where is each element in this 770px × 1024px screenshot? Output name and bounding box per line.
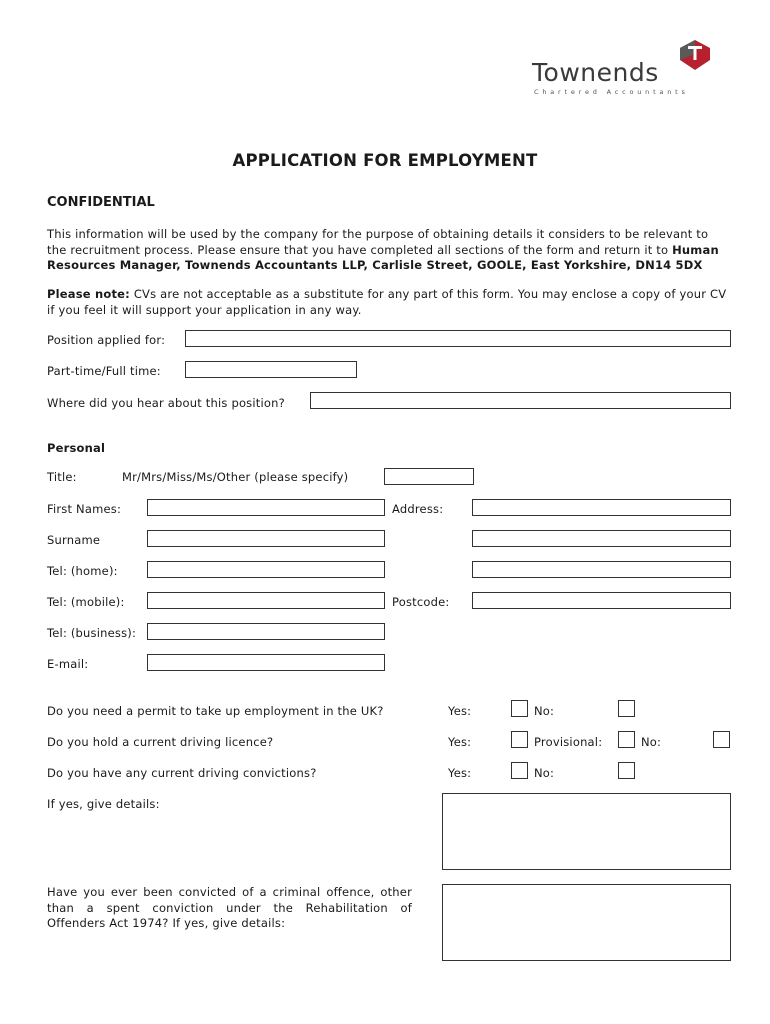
driving-details-textarea[interactable] <box>442 793 731 870</box>
tel-home-input[interactable] <box>147 561 385 578</box>
intro-text: This information will be used by the company for the purpose of obtaining details it considers to be relevant to the recruitment process. Please ensure that you have completed all sections of the form and return it to <box>47 227 709 257</box>
personal-heading: Personal <box>47 441 106 455</box>
note-paragraph <box>47 287 727 318</box>
address-input-line-2[interactable] <box>472 530 731 547</box>
tel-business-label: Tel: (business): <box>47 626 137 640</box>
position-input[interactable] <box>185 330 731 347</box>
note-label: Please note: <box>47 287 130 301</box>
title-input[interactable] <box>384 468 474 485</box>
company-logo <box>530 40 720 100</box>
licence-no-checkbox[interactable] <box>713 731 730 748</box>
address-label: Address: <box>392 502 444 516</box>
position-label: Position applied for: <box>47 333 166 347</box>
title-options: Mr/Mrs/Miss/Ms/Other (please specify) <box>122 470 349 484</box>
surname-label: Surname <box>47 533 101 547</box>
logo-wordmark: Townends <box>532 58 659 87</box>
convictions-no-checkbox[interactable] <box>618 762 635 779</box>
tel-mobile-input[interactable] <box>147 592 385 609</box>
address-input-line-1[interactable] <box>472 499 731 516</box>
surname-input[interactable] <box>147 530 385 547</box>
tel-home-label: Tel: (home): <box>47 564 118 578</box>
licence-no-label: No: <box>641 735 662 749</box>
hear-label: Where did you hear about this position? <box>47 396 285 410</box>
logo-tagline: Chartered Accountants <box>534 88 689 96</box>
licence-yes-label: Yes: <box>448 735 472 749</box>
licence-yes-checkbox[interactable] <box>511 731 528 748</box>
details-label: If yes, give details: <box>47 797 160 811</box>
email-input[interactable] <box>147 654 385 671</box>
first-names-input[interactable] <box>147 499 385 516</box>
convictions-question: Do you have any current driving convictions? <box>47 766 317 780</box>
convictions-no-label: No: <box>534 766 555 780</box>
hr-address: Human Resources Manager, Townends Accountants LLP, Carlisle Street, GOOLE, East Yorkshire, DN14 5DX <box>47 242 719 272</box>
note-text: CVs are not acceptable as a substitute for any part of this form. You may enclose a copy of your CV if you feel it will support your application in any way. <box>47 287 727 317</box>
intro-paragraph <box>47 227 727 274</box>
criminal-question: Have you ever been convicted of a criminal offence, other than a spent conviction under the Rehabilitation of Offenders Act 1974? If yes, give details: <box>47 885 412 930</box>
licence-question: Do you hold a current driving licence? <box>47 735 274 749</box>
parttime-label: Part-time/Full time: <box>47 364 161 378</box>
permit-yes-checkbox[interactable] <box>511 700 528 717</box>
permit-no-checkbox[interactable] <box>618 700 635 717</box>
tel-business-input[interactable] <box>147 623 385 640</box>
criminal-details-textarea[interactable] <box>442 884 731 961</box>
hear-input[interactable] <box>310 392 731 409</box>
postcode-input[interactable] <box>472 592 731 609</box>
permit-no-label: No: <box>534 704 555 718</box>
first-names-label: First Names: <box>47 502 122 516</box>
logo-mark-icon <box>676 40 714 72</box>
permit-yes-label: Yes: <box>448 704 472 718</box>
page-title: APPLICATION FOR EMPLOYMENT <box>232 151 538 170</box>
parttime-input[interactable] <box>185 361 357 378</box>
permit-question: Do you need a permit to take up employment in the UK? <box>47 704 384 718</box>
convictions-yes-label: Yes: <box>448 766 472 780</box>
title-label: Title: <box>47 470 77 484</box>
convictions-yes-checkbox[interactable] <box>511 762 528 779</box>
licence-provisional-label: Provisional: <box>534 735 603 749</box>
tel-mobile-label: Tel: (mobile): <box>47 595 125 609</box>
address-input-line-3[interactable] <box>472 561 731 578</box>
postcode-label: Postcode: <box>392 595 450 609</box>
confidential-heading: CONFIDENTIAL <box>47 195 155 210</box>
licence-provisional-checkbox[interactable] <box>618 731 635 748</box>
email-label: E-mail: <box>47 657 89 671</box>
